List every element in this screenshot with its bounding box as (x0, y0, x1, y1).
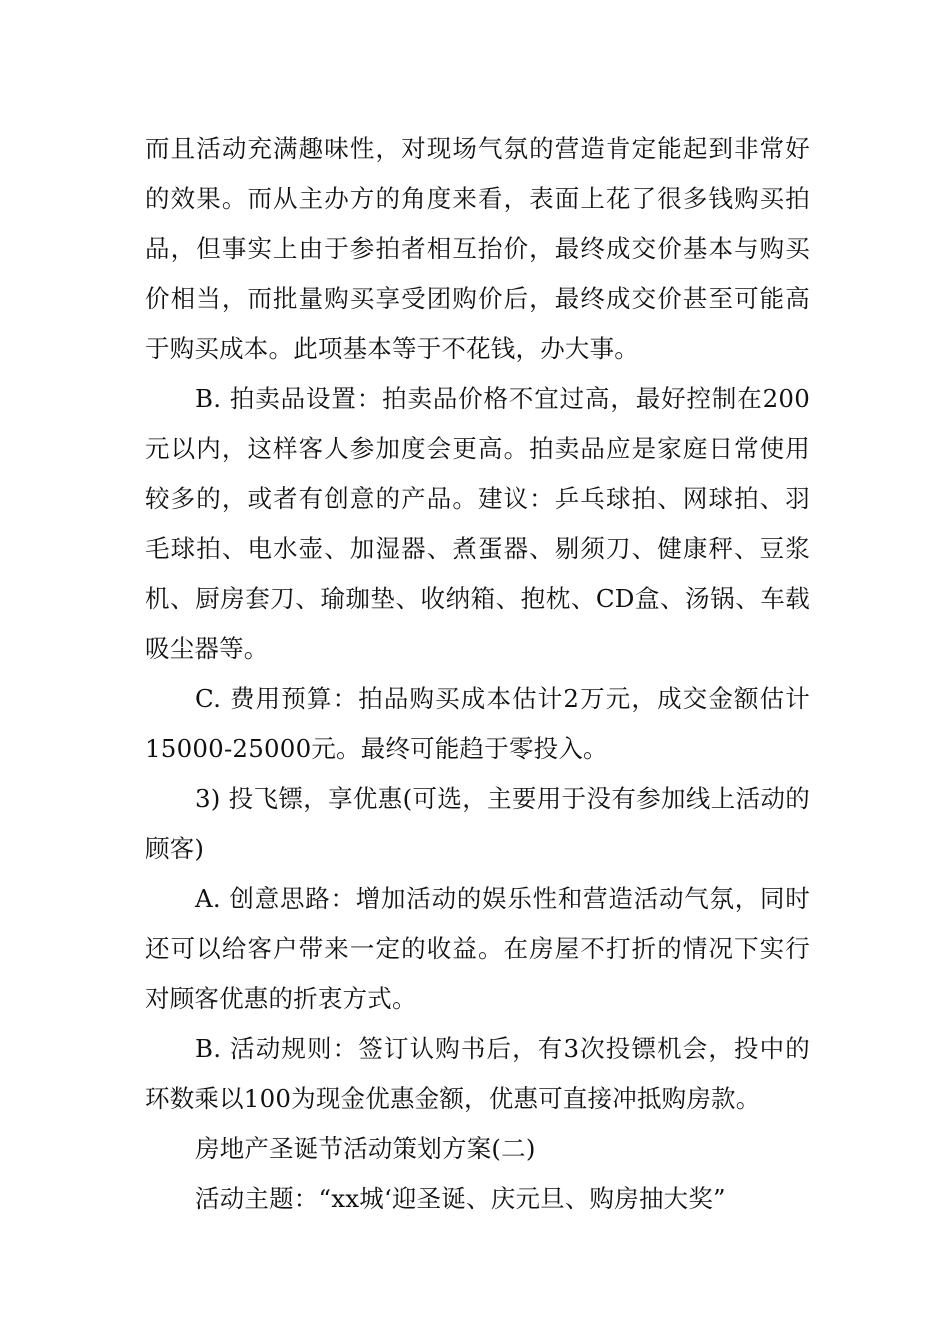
paragraph-budget: C. 费用预算：拍品购买成本估计2万元，成交金额估计15000-25000元。最终可能趋于零投入。 (145, 684, 810, 763)
paragraph-auction-benefit: 而且活动充满趣味性，对现场气氛的营造肯定能起到非常好的效果。而从主办方的角度来看，表面上花了很多钱购买拍品，但事实上由于参拍者相互抬价，最终成交价基本与购买价相当，而批量购买享受团购价后，最终成交价甚至可能高于购买成本。此项基本等于不花钱，办大事。 (145, 134, 810, 363)
paragraph-auction-items: B. 拍卖品设置：拍卖品价格不宜过高，最好控制在200元以内，这样客人参加度会更高。拍卖品应是家庭日常使用较多的，或者有创意的产品。建议：乒乓球拍、网球拍、羽毛球拍、电水壶、加湿器、煮蛋器、剔须刀、健康秤、豆浆机、厨房套刀、瑜珈垫、收纳箱、抱枕、CD盒、汤锅、车载吸尘器等。 (145, 384, 810, 663)
paragraph-activity-theme: 活动主题：“xx城‘迎圣诞、庆元旦、购房抽大奖” (195, 1184, 726, 1213)
paragraph-darts-rules: B. 活动规则：签订认购书后，有3次投镖机会，投中的环数乘以100为现金优惠金额，优惠可直接冲抵购房款。 (145, 1034, 810, 1113)
paragraph-darts-heading: 3) 投飞镖，享优惠(可选，主要用于没有参加线上活动的顾客) (145, 784, 810, 863)
paragraph-darts-idea: A. 创意思路：增加活动的娱乐性和营造活动气氛，同时还可以给客户带来一定的收益。在房屋不打折的情况下实行对顾客优惠的折衷方式。 (145, 884, 810, 1013)
section-title-plan-two: 房地产圣诞节活动策划方案(二) (195, 1134, 536, 1163)
document-body (145, 124, 810, 1224)
